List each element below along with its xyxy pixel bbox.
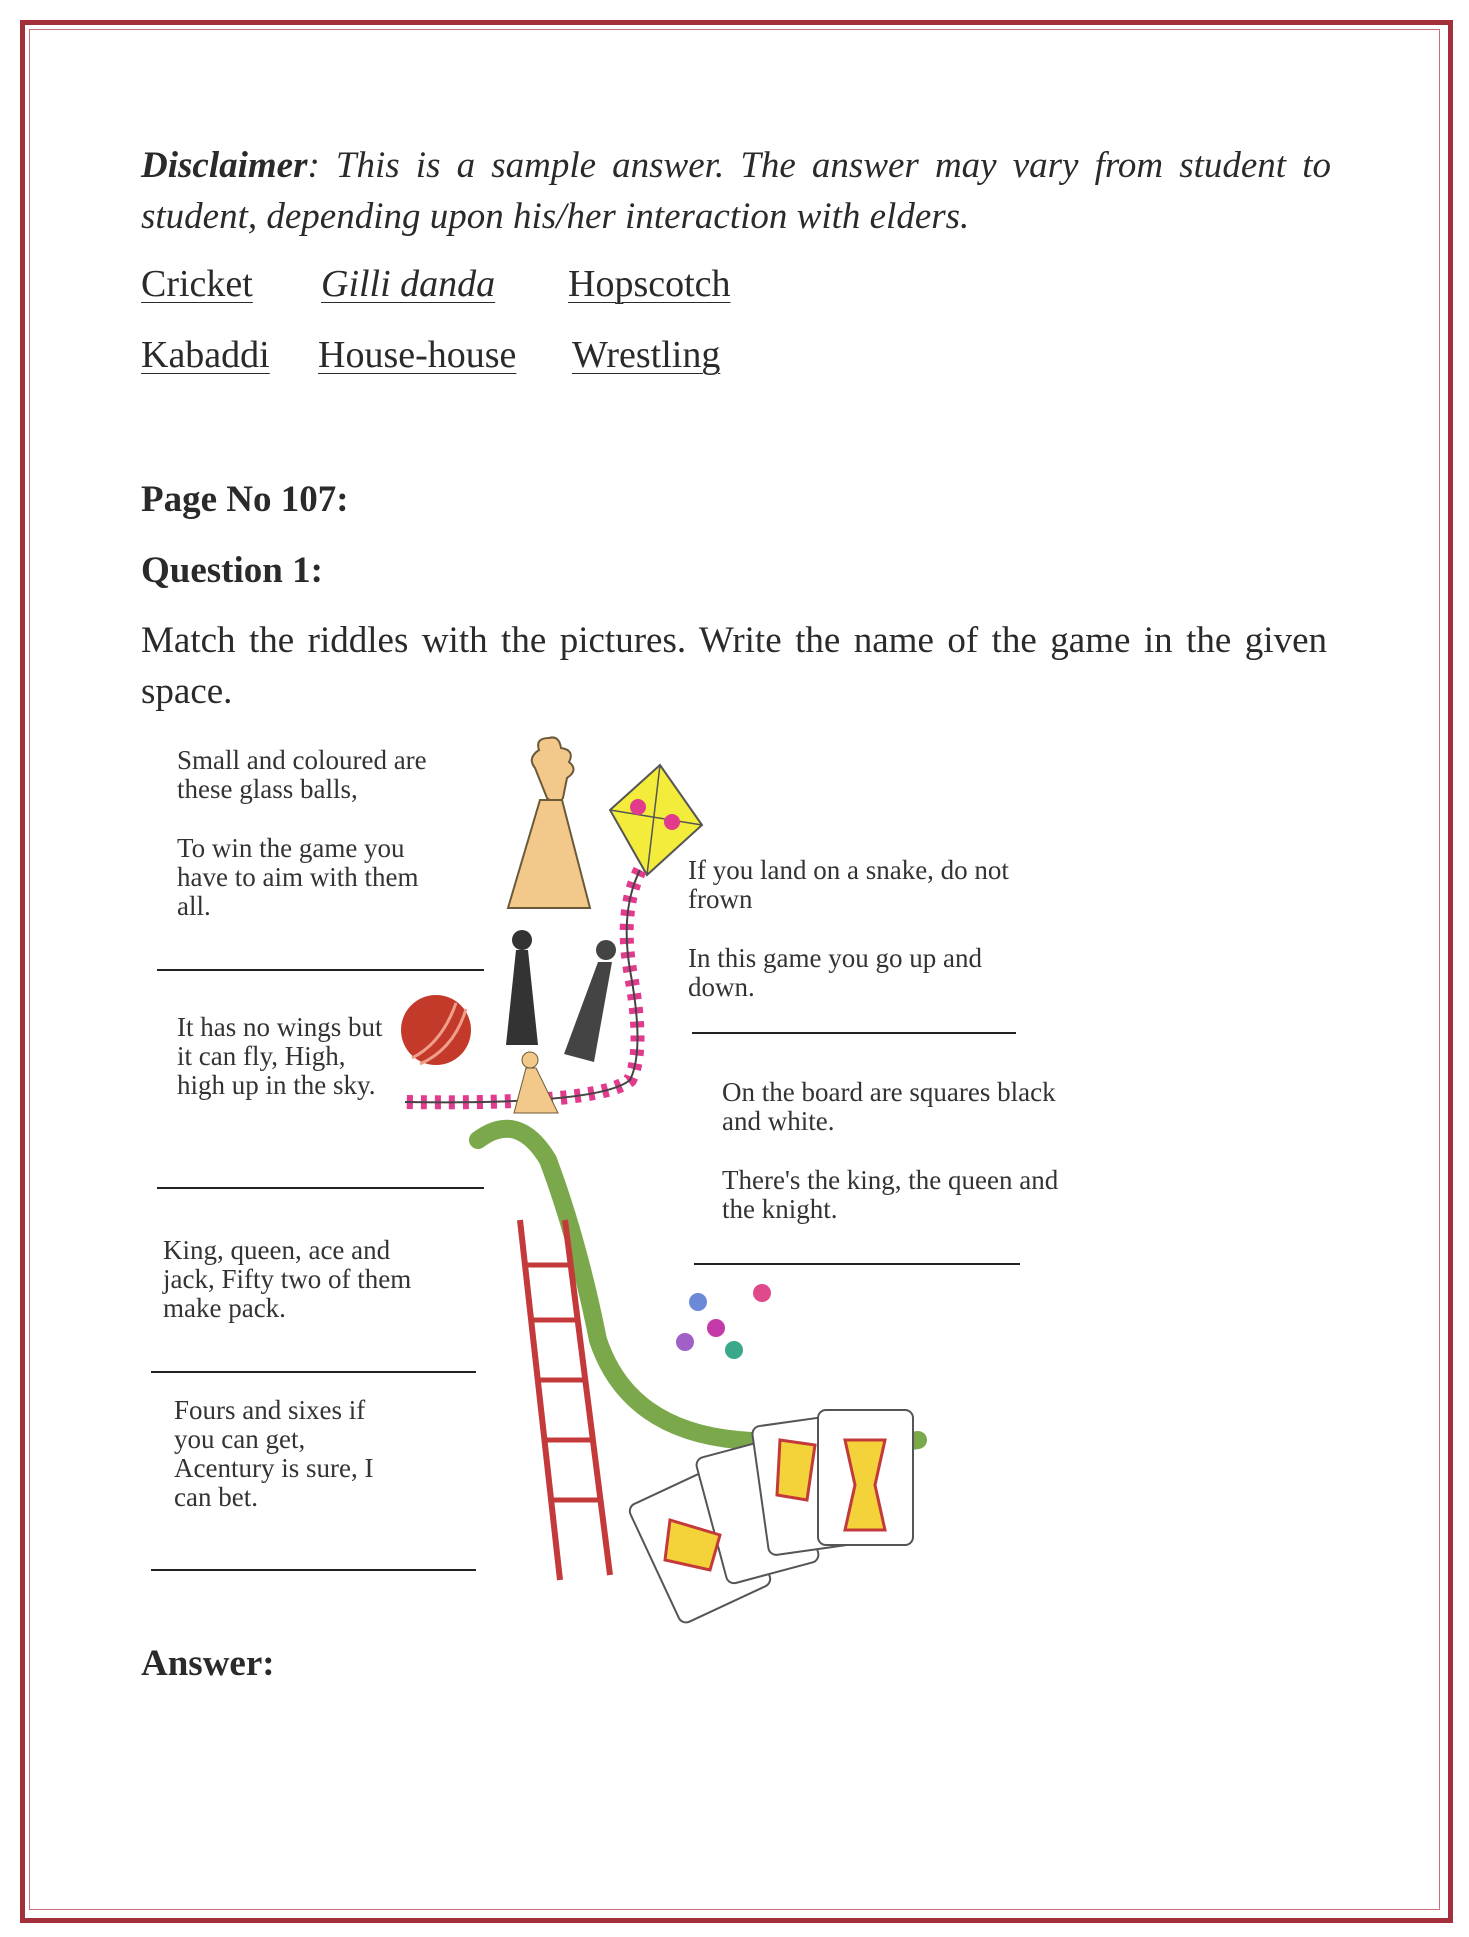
- riddle-cards: [163, 1236, 413, 1353]
- question-title: Question 1:: [141, 550, 323, 591]
- game-item: Wrestling: [572, 334, 721, 376]
- disclaimer-label: Disclaimer: [141, 145, 308, 186]
- ladder-icon: [520, 1220, 610, 1580]
- game-item: Kabaddi: [141, 334, 270, 376]
- riddle-chess: [722, 1078, 1062, 1254]
- riddle-line: Small and coloured are these glass balls,: [177, 745, 427, 804]
- chess-king-icon: [508, 737, 590, 908]
- answer-blank-cricket[interactable]: [151, 1569, 476, 1571]
- riddle-line: If you land on a snake, do not frown: [688, 855, 1009, 914]
- answer-blank-cards[interactable]: [151, 1371, 476, 1373]
- riddle-line: In this game you go up and down.: [688, 943, 982, 1002]
- riddle-line: King, queen, ace and jack, Fifty two of them make pack.: [163, 1235, 412, 1323]
- cricket-ball-icon: [401, 995, 471, 1065]
- answer-blank-marbles[interactable]: [157, 969, 484, 971]
- riddle-cricket: [174, 1396, 374, 1542]
- answer-blank-chess[interactable]: [694, 1263, 1020, 1265]
- question-text: Match the riddles with the pictures. Write the name of the game in the given space.: [141, 620, 1327, 712]
- game-item: House-house: [318, 334, 517, 376]
- riddle-line: On the board are squares black and white.: [722, 1077, 1056, 1136]
- answer-blank-snakes-ladders[interactable]: [692, 1032, 1016, 1034]
- riddle-snakes-ladders: [688, 856, 1028, 1032]
- answer-blank-kite[interactable]: [157, 1187, 484, 1189]
- riddle-line: To win the game you have to aim with them all.: [177, 833, 419, 921]
- game-item: Hopscotch: [568, 263, 731, 305]
- playing-cards-icon: [627, 1410, 913, 1625]
- page-number-heading: Page No 107:: [141, 479, 349, 520]
- disclaimer-text: : This is a sample answer. The answer may vary from student to student, depending upon his/her interaction with elders.: [141, 145, 1331, 237]
- riddle-line: It has no wings but it can fly, High, high up in the sky.: [177, 1012, 383, 1100]
- game-item: Cricket: [141, 263, 253, 305]
- riddle-kite: [177, 1013, 392, 1130]
- marbles-icon: [676, 1284, 771, 1359]
- riddle-line: There's the king, the queen and the knight.: [722, 1165, 1059, 1224]
- riddle-line: Fours and sixes if you can get, Acentury is sure, I can bet.: [174, 1395, 374, 1512]
- riddle-marbles: [177, 746, 457, 951]
- answer-heading: Answer:: [141, 1643, 275, 1684]
- game-item: Gilli danda: [321, 263, 496, 305]
- chess-pawns-icon: [506, 930, 616, 1113]
